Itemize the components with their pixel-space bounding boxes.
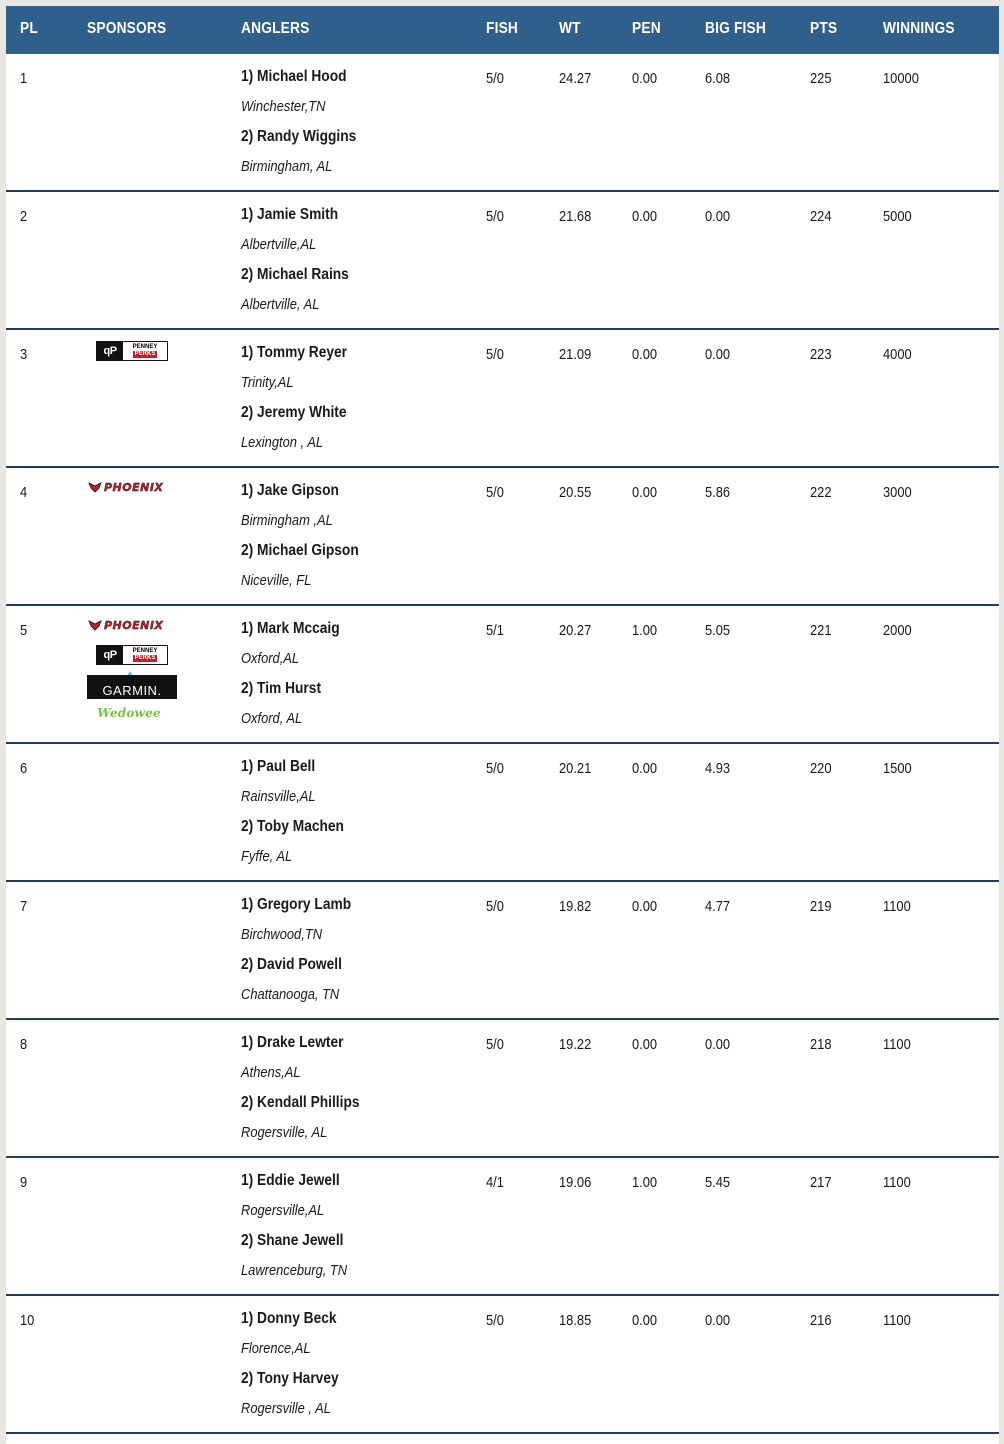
winnings: 4000 xyxy=(883,346,912,363)
angler-1: 1) Donny Beck xyxy=(241,1310,337,1327)
weight: 21.09 xyxy=(559,346,592,363)
winnings: 3000 xyxy=(883,484,912,501)
fish-count: 5/0 xyxy=(486,346,504,363)
angler-1: 1) Jake Gipson xyxy=(241,482,339,499)
weight: 19.06 xyxy=(559,1174,592,1191)
penney-perks-line2: PERKS xyxy=(134,655,156,661)
wedowee-wordmark: Wedowee xyxy=(97,706,161,720)
fish-count: 5/0 xyxy=(486,1312,504,1329)
angler-2-city: Birmingham, AL xyxy=(241,158,333,175)
place: 9 xyxy=(20,1174,28,1191)
big-fish: 0.00 xyxy=(705,1312,731,1329)
col-pts: PTS xyxy=(810,20,838,37)
fish-count: 5/0 xyxy=(486,898,504,915)
angler-1-city: Birchwood,TN xyxy=(241,926,323,943)
angler-2: 2) David Powell xyxy=(241,956,342,973)
col-sponsors: SPONSORS xyxy=(87,20,167,37)
penalty: 0.00 xyxy=(632,760,658,777)
points: 219 xyxy=(810,898,832,915)
angler-1-city: Rainsville,AL xyxy=(241,788,316,805)
table-row xyxy=(6,1020,999,1158)
penalty: 0.00 xyxy=(632,1036,658,1053)
table-row xyxy=(6,744,999,882)
weight: 24.27 xyxy=(559,70,592,87)
points: 223 xyxy=(810,346,832,363)
phoenix-wordmark: PHOENIX xyxy=(104,480,164,494)
winnings: 1100 xyxy=(883,1036,911,1053)
big-fish: 5.45 xyxy=(705,1174,731,1191)
winnings: 2000 xyxy=(883,622,912,639)
angler-2-city: Oxford, AL xyxy=(241,710,303,727)
angler-2-city: Rogersville, AL xyxy=(241,1124,328,1141)
table-row xyxy=(6,330,999,468)
penalty: 0.00 xyxy=(632,1312,658,1329)
col-pl: PL xyxy=(20,20,38,37)
points: 225 xyxy=(810,70,832,87)
fish-count: 5/0 xyxy=(486,208,504,225)
place: 5 xyxy=(20,622,28,639)
angler-1: 1) Eddie Jewell xyxy=(241,1172,340,1189)
winnings: 1100 xyxy=(883,1312,911,1329)
angler-1: 1) Jamie Smith xyxy=(241,206,339,223)
angler-2-city: Niceville, FL xyxy=(241,572,312,589)
table-row xyxy=(6,192,999,330)
place: 4 xyxy=(20,484,28,501)
garmin-wordmark: GARMIN. xyxy=(102,683,162,698)
points: 222 xyxy=(810,484,832,501)
place: 7 xyxy=(20,898,28,915)
angler-2-city: Rogersville , AL xyxy=(241,1400,331,1417)
table-header xyxy=(6,6,999,56)
angler-1: 1) Gregory Lamb xyxy=(241,896,352,913)
phoenix-bird-icon xyxy=(88,618,102,632)
angler-1-city: Winchester,TN xyxy=(241,98,326,115)
place: 3 xyxy=(20,346,28,363)
angler-2: 2) Shane Jewell xyxy=(241,1232,344,1249)
place: 6 xyxy=(20,760,28,777)
big-fish: 4.93 xyxy=(705,760,731,777)
place: 8 xyxy=(20,1036,28,1053)
winnings: 1500 xyxy=(883,760,912,777)
weight: 21.68 xyxy=(559,208,592,225)
points: 216 xyxy=(810,1312,832,1329)
angler-1-city: Trinity,AL xyxy=(241,374,294,391)
penney-perks-mark: qP xyxy=(97,646,123,664)
big-fish: 5.86 xyxy=(705,484,731,501)
angler-1: 1) Drake Lewter xyxy=(241,1034,344,1051)
phoenix-bird-icon xyxy=(88,480,102,494)
weight: 20.21 xyxy=(559,760,592,777)
weight: 19.82 xyxy=(559,898,592,915)
penalty: 0.00 xyxy=(632,898,658,915)
winnings: 10000 xyxy=(883,70,919,87)
penalty: 1.00 xyxy=(632,622,658,639)
penalty: 0.00 xyxy=(632,208,658,225)
place: 2 xyxy=(20,208,28,225)
place: 10 xyxy=(20,1312,35,1329)
fish-count: 5/0 xyxy=(486,484,504,501)
phoenix-logo[interactable] xyxy=(88,479,174,495)
angler-2-city: Chattanooga, TN xyxy=(241,986,340,1003)
angler-2: 2) Michael Rains xyxy=(241,266,349,283)
table-row xyxy=(6,468,999,606)
results-table xyxy=(6,6,999,1444)
fish-count: 4/1 xyxy=(486,1174,504,1191)
angler-1-city: Birmingham ,AL xyxy=(241,512,333,529)
garmin-logo[interactable] xyxy=(87,675,177,699)
weight: 20.55 xyxy=(559,484,592,501)
points: 217 xyxy=(810,1174,832,1191)
angler-2: 2) Toby Machen xyxy=(241,818,344,835)
phoenix-wordmark: PHOENIX xyxy=(104,618,164,632)
angler-2: 2) Michael Gipson xyxy=(241,542,359,559)
penalty: 1.00 xyxy=(632,1174,658,1191)
big-fish: 0.00 xyxy=(705,208,731,225)
col-pen: PEN xyxy=(632,20,661,37)
penney-perks-line1: PENNEY xyxy=(132,344,158,350)
points: 221 xyxy=(810,622,832,639)
table-row xyxy=(6,882,999,1020)
penney-perks-logo[interactable] xyxy=(96,645,168,665)
penalty: 0.00 xyxy=(632,484,658,501)
angler-2-city: Fyffe, AL xyxy=(241,848,293,865)
angler-2: 2) Tony Harvey xyxy=(241,1370,339,1387)
col-winnings: WINNINGS xyxy=(883,20,955,37)
big-fish: 5.05 xyxy=(705,622,731,639)
angler-1-city: Rogersville,AL xyxy=(241,1202,325,1219)
winnings: 1100 xyxy=(883,898,911,915)
winnings: 1100 xyxy=(883,1174,911,1191)
angler-1-city: Athens,AL xyxy=(241,1064,301,1081)
fish-count: 5/0 xyxy=(486,760,504,777)
wedowee-logo[interactable] xyxy=(94,706,164,720)
weight: 18.85 xyxy=(559,1312,592,1329)
weight: 19.22 xyxy=(559,1036,592,1053)
angler-2: 2) Jeremy White xyxy=(241,404,347,421)
angler-2: 2) Kendall Phillips xyxy=(241,1094,360,1111)
angler-1-city: Albertville,AL xyxy=(241,236,317,253)
col-anglers: ANGLERS xyxy=(241,20,310,37)
fish-count: 5/1 xyxy=(486,622,504,639)
points: 220 xyxy=(810,760,832,777)
fish-count: 5/0 xyxy=(486,1036,504,1053)
col-fish: FISH xyxy=(486,20,519,37)
col-wt: WT xyxy=(559,20,581,37)
big-fish: 4.77 xyxy=(705,898,731,915)
col-big-fish: BIG FISH xyxy=(705,20,767,37)
place: 1 xyxy=(20,70,28,87)
angler-2-city: Lawrenceburg, TN xyxy=(241,1262,348,1279)
angler-2-city: Lexington , AL xyxy=(241,434,324,451)
fish-count: 5/0 xyxy=(486,70,504,87)
angler-2: 2) Tim Hurst xyxy=(241,680,322,697)
penalty: 0.00 xyxy=(632,346,658,363)
angler-1: 1) Mark Mccaig xyxy=(241,620,340,637)
penalty: 0.00 xyxy=(632,70,658,87)
penney-perks-mark: qP xyxy=(97,342,123,360)
table-row xyxy=(6,1158,999,1296)
table-row xyxy=(6,54,999,192)
penney-perks-line2: PERKS xyxy=(134,351,156,357)
angler-1-city: Oxford,AL xyxy=(241,650,300,667)
penney-perks-line1: PENNEY xyxy=(132,648,158,654)
weight: 20.27 xyxy=(559,622,592,639)
penney-perks-logo[interactable] xyxy=(96,341,168,361)
big-fish: 6.08 xyxy=(705,70,731,87)
winnings: 5000 xyxy=(883,208,912,225)
angler-1-city: Florence,AL xyxy=(241,1340,311,1357)
big-fish: 0.00 xyxy=(705,346,731,363)
table-row xyxy=(6,1296,999,1434)
angler-1: 1) Paul Bell xyxy=(241,758,316,775)
angler-1: 1) Michael Hood xyxy=(241,68,347,85)
phoenix-logo[interactable] xyxy=(88,617,174,633)
points: 218 xyxy=(810,1036,832,1053)
angler-2: 2) Randy Wiggins xyxy=(241,128,357,145)
points: 224 xyxy=(810,208,832,225)
angler-2-city: Albertville, AL xyxy=(241,296,320,313)
big-fish: 0.00 xyxy=(705,1036,731,1053)
table-row xyxy=(6,606,999,744)
angler-1: 1) Tommy Reyer xyxy=(241,344,348,361)
